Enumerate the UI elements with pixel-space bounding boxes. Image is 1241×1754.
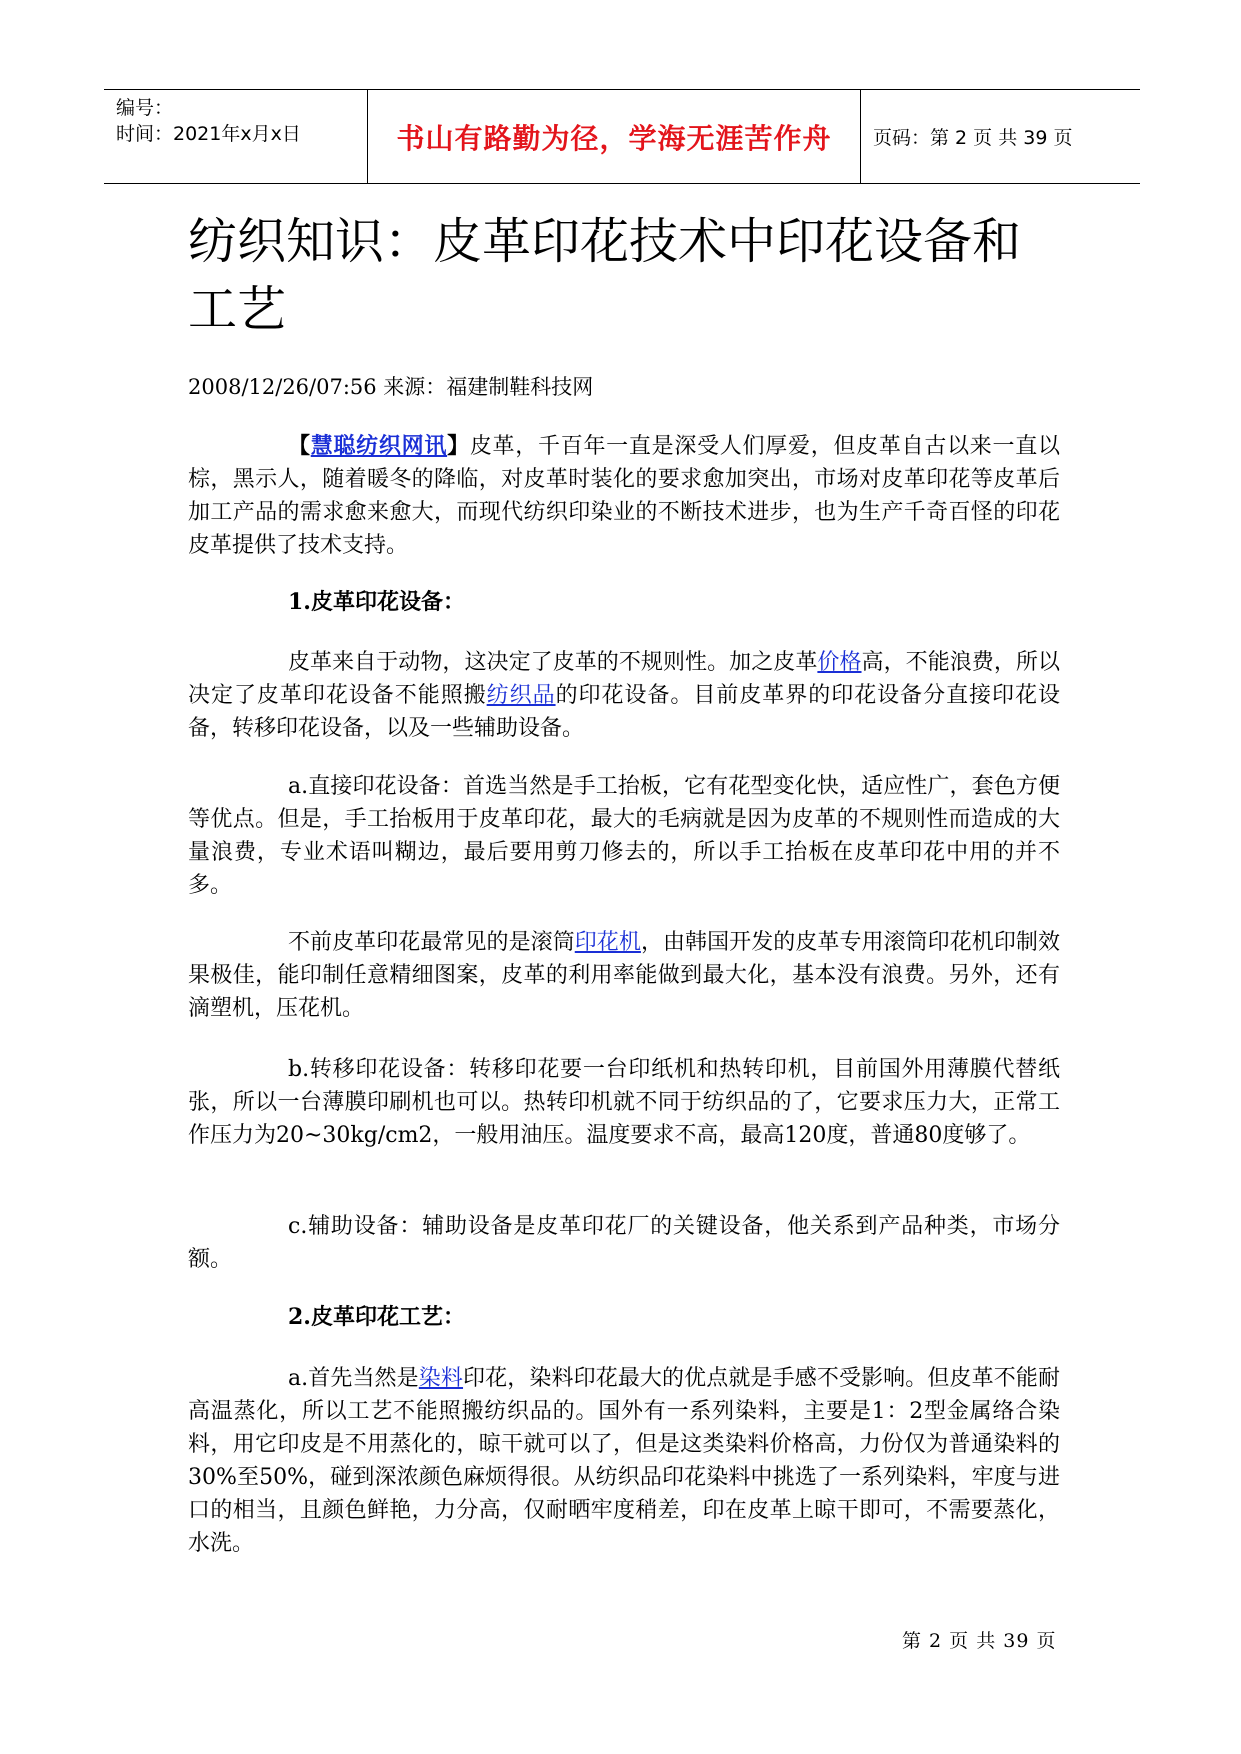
bracket-open: 【 bbox=[288, 433, 311, 459]
bracket-close: 】 bbox=[447, 433, 470, 459]
header-motto: 书山有路勤为径，学海无涯苦作舟 bbox=[368, 90, 861, 183]
paragraph-text: a.首先当然是 bbox=[288, 1366, 419, 1391]
page-footer-number: 第 2 页 共 39 页 bbox=[902, 1630, 1057, 1652]
paragraph-direct-printing: a.直接印花设备：首选当然是手工抬板，它有花型变化快，适应性广，套色方便等优点。但是，手工抬板用于皮革印花，最大的毛病就是因为皮革的不规则性而造成的大量浪费，专业术语叫糊边，最后要用剪刀修去的，所以手工抬板在皮革印花中用的并不多。 bbox=[188, 774, 1060, 898]
paragraph-dye-printing bbox=[188, 1362, 1060, 1560]
paragraph-auxiliary-equipment: c.辅助设备：辅助设备是皮革印花厂的关键设备，他关系到产品种类，市场分额。 bbox=[188, 1214, 1060, 1272]
source-link[interactable]: 慧聪纺织网讯 bbox=[310, 433, 448, 459]
textile-link[interactable]: 纺织品 bbox=[486, 683, 556, 708]
document-time-label: 时间：2021年x月x日 bbox=[116, 123, 301, 145]
paragraph-text: 皮革来自于动物，这决定了皮革的不规则性。加之皮革 bbox=[288, 650, 818, 675]
price-link[interactable]: 价格 bbox=[817, 650, 862, 675]
intro-paragraph bbox=[188, 430, 1060, 562]
article-title: 纺织知识：皮革印花技术中印花设备和工艺 bbox=[188, 213, 1022, 338]
header-info-cell bbox=[104, 90, 368, 183]
paragraph-roller-printing bbox=[188, 926, 1060, 1025]
paragraph-equipment-intro bbox=[188, 646, 1060, 745]
paragraph-text: 不前皮革印花最常见的是滚筒 bbox=[288, 930, 575, 955]
section-heading-equipment: 1.皮革印花设备： bbox=[288, 589, 465, 615]
paragraph-transfer-printing: b.转移印花设备：转移印花要一台印纸机和热转印机，目前国外用薄膜代替纸张，所以一台薄膜印刷机也可以。热转印机就不同于纺织品的了，它要求压力大，正常工作压力为20~30kg/cm2，一般用油压。温度要求不高，最高120度，普通80度够了。 bbox=[188, 1057, 1060, 1148]
paragraph-text: 高，不能浪费，所以决定了皮革印花设备不能照搬 bbox=[188, 650, 1060, 708]
article-meta: 2008/12/26/07:56 来源：福建制鞋科技网 bbox=[188, 375, 594, 399]
section-heading-process: 2.皮革印花工艺： bbox=[288, 1304, 465, 1330]
header-page-number: 页码：第 2 页 共 39 页 bbox=[873, 127, 1073, 149]
dye-link[interactable]: 染料 bbox=[418, 1366, 464, 1391]
paragraph-text: ，由韩国开发的皮革专用滚筒印花机印制效果极佳，能印制任意精细图案，皮革的利用率能做到最大化，基本没有浪费。另外，还有滴塑机，压花机。 bbox=[188, 930, 1060, 1021]
paragraph-text: 印花，染料印花最大的优点就是手感不受影响。但皮革不能耐高温蒸化，所以工艺不能照搬纺织品的。国外有一系列染料，主要是1：2型金属络合染料，用它印皮是不用蒸化的，晾干就可以了，但是这类染料价格高，力份仅为普通染料的30%至50%，碰到深浓颜色麻烦得很。从纺织品印花染料中挑选了一系列染料，牢度与进口的相当，且颜色鲜艳，力分高，仅耐晒牢度稍差，印在皮革上晾干即可，不需要蒸化，水洗。 bbox=[188, 1366, 1060, 1556]
document-number-label: 编号： bbox=[116, 97, 174, 119]
paragraph-text: 的印花设备。目前皮革界的印花设备分直接印花设备，转移印花设备，以及一些辅助设备。 bbox=[188, 683, 1060, 741]
source-tag bbox=[288, 433, 470, 459]
printing-machine-link[interactable]: 印花机 bbox=[574, 930, 641, 955]
page-header bbox=[104, 89, 1140, 184]
intro-text: 皮革，千百年一直是深受人们厚爱，但皮革自古以来一直以棕，黑示人，随着暖冬的降临，对皮革时装化的要求愈加突出，市场对皮革印花等皮革后加工产品的需求愈来愈大，而现代纺织印染业的不断技术进步，也为生产千奇百怪的印花皮革提供了技术支持。 bbox=[188, 434, 1060, 558]
